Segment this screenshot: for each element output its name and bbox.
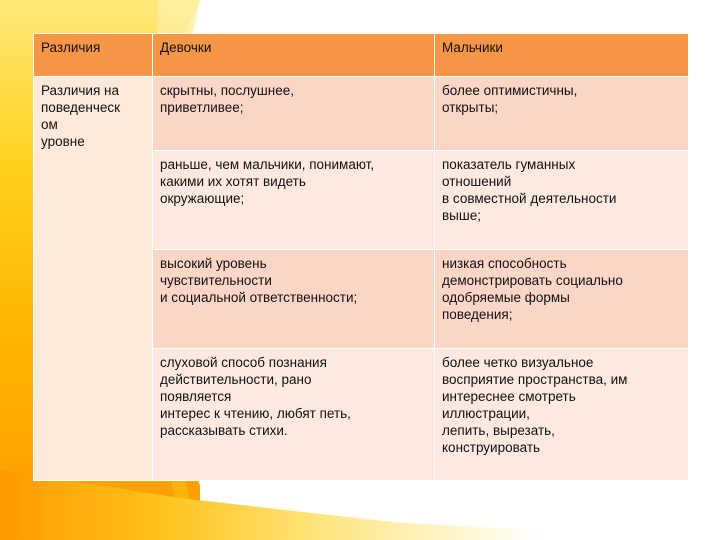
boys-cell: низкая способность демонстрировать социально одобряемые формы поведения;: [435, 250, 689, 349]
table-header-row: [34, 34, 689, 77]
differences-table: [33, 33, 689, 481]
category-cell: Различия на поведенческ ом уровне: [34, 77, 153, 481]
girls-cell: слуховой способ познания действительности, рано появляется интерес к чтению, любят петь, рассказывать стихи.: [153, 349, 435, 481]
header-boys: Мальчики: [435, 34, 689, 77]
header-girls: Девочки: [153, 34, 435, 77]
boys-cell: показатель гуманных отношений в совместной деятельности выше;: [435, 151, 689, 250]
header-differences: Различия: [34, 34, 153, 77]
girls-cell: скрытны, послушнее, приветливее;: [153, 77, 435, 151]
table-row: [34, 77, 689, 151]
girls-cell: высокий уровень чувствительности и социальной ответственности;: [153, 250, 435, 349]
boys-cell: более оптимистичны, открыты;: [435, 77, 689, 151]
boys-cell: более четко визуальное восприятие пространства, им интереснее смотреть иллюстрации, лепить, вырезать, конструировать: [435, 349, 689, 481]
girls-cell: раньше, чем мальчики, понимают, какими их хотят видеть окружающие;: [153, 151, 435, 250]
